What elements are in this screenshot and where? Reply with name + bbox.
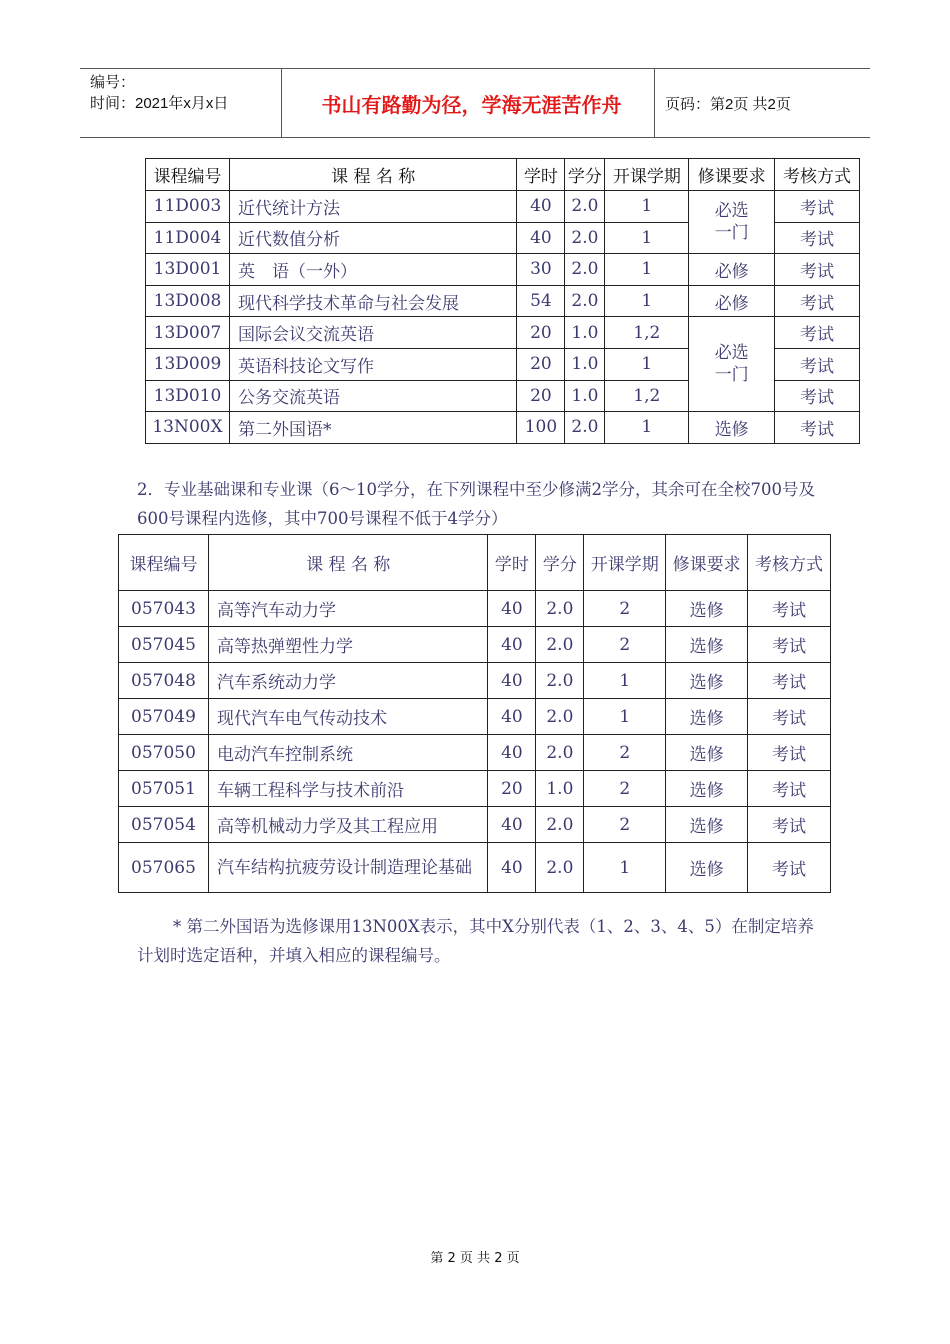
motto: 书山有路勤为径，学海无涯苦作舟 [321,92,622,117]
course-credits: 2.0 [565,222,605,254]
course-term: 1 [605,348,689,380]
table-row [146,285,860,317]
course-requirement: 必修 [689,285,775,317]
course-requirement: 选修 [666,699,748,735]
col-header: 学时 [488,535,536,591]
table-row [119,663,831,699]
course-code: 13D007 [146,317,230,349]
course-credits: 1.0 [565,348,605,380]
col-header: 课程编号 [119,535,209,591]
course-requirement: 选修 [666,771,748,807]
course-exam: 考试 [748,699,831,735]
header-divider [281,69,282,137]
course-name: 高等热弹塑性力学 [208,627,488,663]
course-hours: 40 [488,663,536,699]
course-code: 057049 [119,699,209,735]
course-term: 1 [605,191,689,223]
course-exam: 考试 [748,807,831,843]
course-name: 电动汽车控制系统 [208,735,488,771]
course-credits: 2.0 [565,191,605,223]
section-2-paragraph: 2．专业基础课和专业课（6～10学分，在下列课程中至少修满2学分，其余可在全校700号及600号课程内选修，其中700号课程不低于4学分） [137,480,815,528]
course-hours: 40 [488,843,536,893]
table-header-row [119,535,831,591]
course-credits: 1.0 [565,380,605,412]
course-requirement: 选修 [666,735,748,771]
course-hours: 30 [517,254,565,286]
course-requirement: 选修 [666,627,748,663]
course-credits: 2.0 [536,735,584,771]
course-credits: 2.0 [536,843,584,893]
footnote-paragraph: * 第二外国语为选修课用13N00X表示，其中X分别代表（1、2、3、4、5）在制定培养计划时选定语种，并填入相应的课程编号。 [137,917,814,965]
course-requirement: 必修 [689,254,775,286]
course-code: 13D001 [146,254,230,286]
table-row [119,771,831,807]
course-term: 1 [584,843,666,893]
course-name: 公务交流英语 [229,380,516,412]
col-header: 课 程 名 称 [208,535,488,591]
table-row [119,807,831,843]
course-code: 11D004 [146,222,230,254]
table-row [119,699,831,735]
page-label: 页码：第2页 共2页 [665,96,791,113]
col-header: 课 程 名 称 [229,159,516,191]
course-hours: 20 [517,348,565,380]
course-term: 1 [605,285,689,317]
course-requirement: 必选 一门 [689,191,775,254]
course-code: 13D008 [146,285,230,317]
course-credits: 1.0 [565,317,605,349]
course-requirement: 选修 [689,412,775,444]
course-name: 英语科技论文写作 [229,348,516,380]
course-requirement: 选修 [666,591,748,627]
course-term: 1 [605,222,689,254]
course-requirement: 必选 一门 [689,317,775,412]
major-courses-table [118,534,831,893]
course-term: 1 [605,254,689,286]
col-header: 考核方式 [775,159,860,191]
course-requirement: 选修 [666,663,748,699]
course-name: 高等机械动力学及其工程应用 [208,807,488,843]
time-label: 时间：2021年x月x日 [90,95,229,112]
course-exam: 考试 [748,771,831,807]
course-term: 2 [584,771,666,807]
course-name: 第二外国语* [229,412,516,444]
course-exam: 考试 [775,254,860,286]
course-name: 现代汽车电气传动技术 [208,699,488,735]
page-footer: 第 2 页 共 2 页 [430,1251,520,1266]
col-header: 学分 [565,159,605,191]
course-exam: 考试 [748,843,831,893]
course-hours: 20 [488,771,536,807]
course-credits: 2.0 [536,699,584,735]
course-credits: 2.0 [565,412,605,444]
course-name: 近代统计方法 [229,191,516,223]
course-exam: 考试 [775,285,860,317]
course-name: 现代科学技术革命与社会发展 [229,285,516,317]
table-header-row [146,159,860,191]
course-exam: 考试 [775,348,860,380]
course-term: 1 [584,663,666,699]
course-exam: 考试 [775,191,860,223]
course-hours: 40 [488,627,536,663]
course-credits: 2.0 [565,285,605,317]
table-row [119,735,831,771]
course-code: 057065 [119,843,209,893]
course-term: 2 [584,807,666,843]
header-meta [90,72,228,114]
col-header: 开课学期 [584,535,666,591]
course-requirement: 选修 [666,843,748,893]
course-code: 057048 [119,663,209,699]
course-credits: 2.0 [565,254,605,286]
course-exam: 考试 [748,735,831,771]
course-exam: 考试 [748,591,831,627]
course-term: 2 [584,627,666,663]
col-header: 开课学期 [605,159,689,191]
number-label: 编号： [90,74,136,91]
col-header: 修课要求 [689,159,775,191]
course-code: 13N00X [146,412,230,444]
course-term: 1,2 [605,317,689,349]
table-row [146,412,860,444]
course-name: 汽车系统动力学 [208,663,488,699]
course-exam: 考试 [775,380,860,412]
course-code: 13D010 [146,380,230,412]
course-code: 057051 [119,771,209,807]
table-row [119,591,831,627]
course-code: 13D009 [146,348,230,380]
course-hours: 40 [488,591,536,627]
course-exam: 考试 [748,627,831,663]
course-exam: 考试 [775,317,860,349]
table-row [146,317,860,349]
course-name: 车辆工程科学与技术前沿 [208,771,488,807]
course-exam: 考试 [775,222,860,254]
course-exam: 考试 [748,663,831,699]
course-requirement: 选修 [666,807,748,843]
course-term: 1 [584,699,666,735]
col-header: 学分 [536,535,584,591]
required-courses-table [145,158,860,444]
col-header: 修课要求 [666,535,748,591]
course-name: 近代数值分析 [229,222,516,254]
course-term: 2 [584,735,666,771]
course-credits: 2.0 [536,591,584,627]
course-name: 高等汽车动力学 [208,591,488,627]
col-header: 考核方式 [748,535,831,591]
course-code: 11D003 [146,191,230,223]
table-row [119,627,831,663]
course-credits: 2.0 [536,663,584,699]
course-code: 057054 [119,807,209,843]
course-hours: 40 [488,699,536,735]
course-code: 057045 [119,627,209,663]
table-row [119,843,831,893]
course-name: 英 语（一外） [229,254,516,286]
course-name: 国际会议交流英语 [229,317,516,349]
course-term: 1 [605,412,689,444]
course-credits: 1.0 [536,771,584,807]
col-header: 学时 [517,159,565,191]
course-hours: 54 [517,285,565,317]
table-row [146,191,860,223]
course-exam: 考试 [775,412,860,444]
page-header [80,68,870,138]
course-hours: 40 [517,222,565,254]
table-row [146,254,860,286]
course-hours: 20 [517,317,565,349]
course-term: 2 [584,591,666,627]
course-hours: 40 [488,735,536,771]
course-credits: 2.0 [536,807,584,843]
course-hours: 40 [517,191,565,223]
course-name: 汽车结构抗疲劳设计制造理论基础 [208,843,488,893]
course-hours: 100 [517,412,565,444]
course-code: 057043 [119,591,209,627]
course-credits: 2.0 [536,627,584,663]
course-hours: 20 [517,380,565,412]
course-hours: 40 [488,807,536,843]
col-header: 课程编号 [146,159,230,191]
course-term: 1,2 [605,380,689,412]
course-code: 057050 [119,735,209,771]
